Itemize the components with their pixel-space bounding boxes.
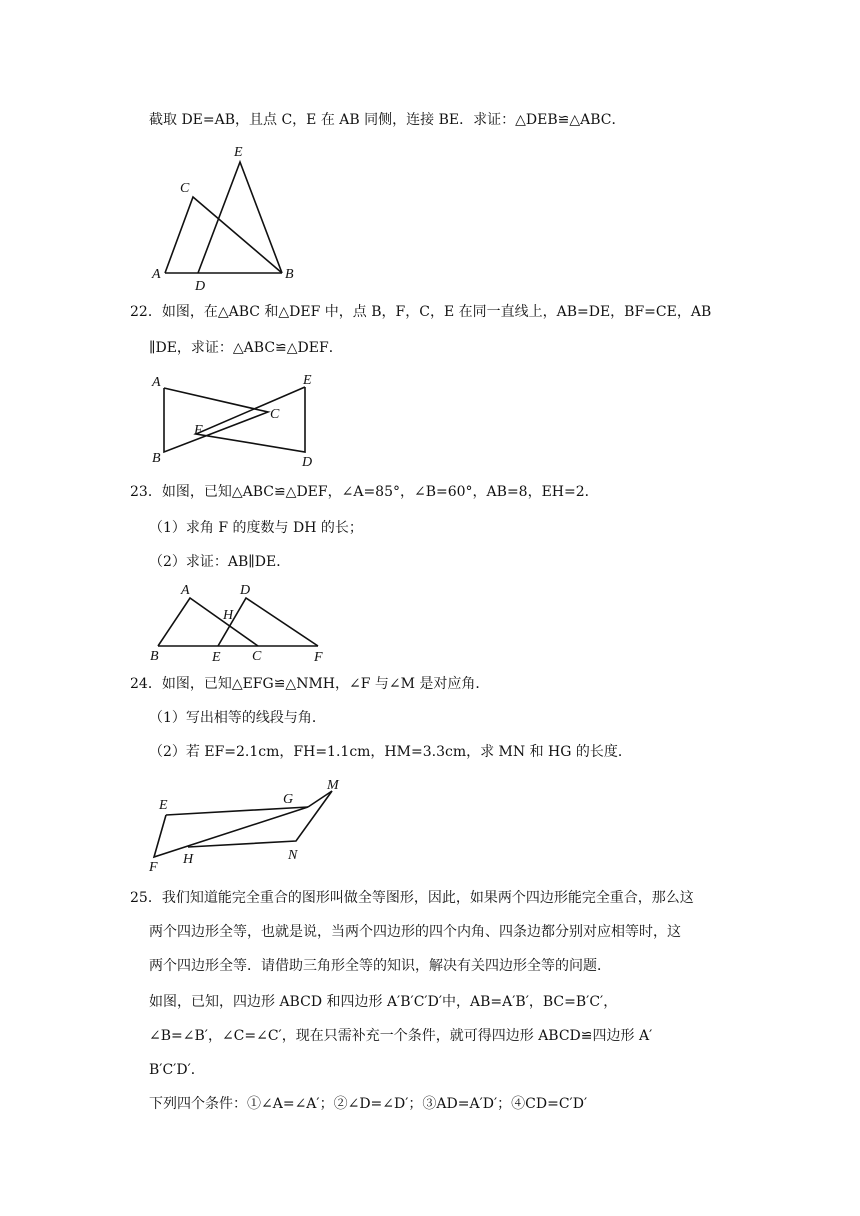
- label-a: A: [152, 375, 161, 390]
- label-e: E: [303, 373, 312, 388]
- q22-text-line2: ∥DE，求证：△ABC≌△DEF．: [149, 340, 343, 356]
- segment-ca-cb: [165, 197, 282, 273]
- q24-text-line3: （2）若 EF=2.1cm，FH=1.1cm，HM=3.3cm，求 MN 和 HG 的长度．: [149, 744, 632, 760]
- q25-text-line1: 25．我们知道能完全重合的图形叫做全等图形，因此，如果两个四边形能完全重合，那么这: [130, 890, 694, 906]
- label-b: B: [152, 451, 161, 466]
- q21-text: 截取 DE=AB，且点 C，E 在 AB 同侧，连接 BE．求证：△DEB≌△ABC．: [149, 112, 626, 128]
- label-e: E: [159, 798, 168, 813]
- label-f: F: [194, 423, 203, 438]
- label-b: B: [285, 267, 294, 282]
- label-c: C: [252, 649, 262, 664]
- label-f: F: [149, 860, 158, 875]
- triangle-efg: [154, 807, 308, 857]
- label-a: A: [152, 267, 161, 282]
- q23-text-line3: （2）求证：AB∥DE．: [149, 554, 291, 570]
- q24-text-line2: （1）写出相等的线段与角．: [149, 710, 326, 726]
- q23-text-line2: （1）求角 F 的度数与 DH 的长；: [149, 520, 363, 536]
- q25-text-line6: B′C′D′．: [149, 1062, 205, 1078]
- q25-text-line2: 两个四边形全等，也就是说，当两个四边形的四个内角、四条边都分别对应相等时，这: [149, 924, 681, 940]
- label-g: G: [283, 792, 294, 807]
- q24-text-line1: 24．如图，已知△EFG≌△NMH，∠F 与∠M 是对应角．: [130, 676, 490, 692]
- label-b: B: [150, 649, 159, 664]
- label-d: D: [195, 279, 206, 292]
- q25-text-line3: 两个四边形全等．请借助三角形全等的知识，解决有关四边形全等的问题．: [149, 958, 611, 974]
- label-c: C: [270, 407, 280, 422]
- triangle-abc: [164, 388, 268, 452]
- q25-text-line5: ∠B=∠B′，∠C=∠C′，现在只需补充一个条件，就可得四边形 ABCD≌四边形 A′: [149, 1028, 653, 1044]
- label-e: E: [212, 650, 221, 664]
- label-c: C: [180, 181, 190, 196]
- triangle-abc: [158, 598, 258, 646]
- label-n: N: [288, 848, 298, 863]
- q22-text-line1: 22．如图，在△ABC 和△DEF 中，点 B，F，C，E 在同一直线上，AB=DE，BF=CE，AB: [130, 304, 712, 320]
- segment-de-eb: [198, 162, 282, 273]
- figure-21: [148, 140, 308, 292]
- label-a: A: [181, 583, 190, 598]
- label-e: E: [234, 145, 243, 160]
- q25-text-line4: 如图，已知，四边形 ABCD 和四边形 A′B′C′D′中，AB=A′B′，BC=B′C′，: [149, 994, 618, 1010]
- label-h: H: [223, 608, 234, 623]
- label-h: H: [183, 852, 194, 867]
- label-f: F: [314, 650, 323, 664]
- q25-text-line7: 下列四个条件：①∠A=∠A′；②∠D=∠D′；③AD=A′D′；④CD=C′D′: [149, 1096, 588, 1112]
- figure-24: [146, 775, 346, 875]
- segment-gm: [308, 791, 332, 807]
- q23-text-line1: 23．如图，已知△ABC≌△DEF，∠A=85°，∠B=60°，AB=8，EH=2．: [130, 484, 599, 500]
- figure-23: [146, 580, 332, 664]
- label-d: D: [302, 455, 313, 470]
- label-d: D: [240, 583, 251, 598]
- label-m: M: [327, 778, 339, 793]
- figure-22: [148, 370, 328, 470]
